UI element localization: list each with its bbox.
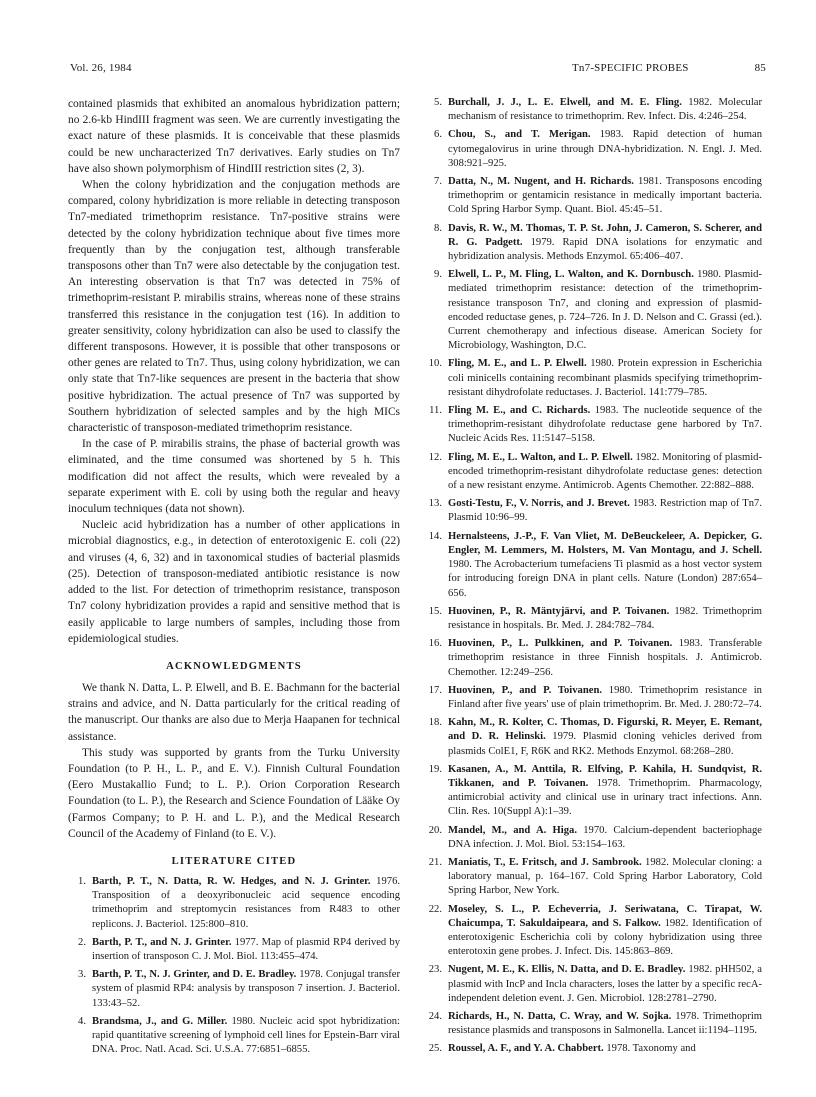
reference-text: 1978. Taxonomy and	[603, 1043, 696, 1055]
reference-text: 1982. Monitoring of plasmid-encoded trimethoprim-resistant dihydrofolate reductase genes: detection of a new resistant enzyme. Antimicrob. Agents Chemother. 22:882–888.	[448, 451, 763, 492]
reference-entry	[424, 128, 762, 171]
reference-number: 18.	[428, 717, 442, 729]
acknowledgments-paragraph: This study was supported by grants from the Turku University Foundation (to P. H., L. P., and E. V.). Finnish Cultural Foundation (Eero Mustakallio Fund; to L. P.). Orion Corporation Research Foundation (to L. P.), the Research and Science Foundation of Lääke Oy (Farmos Company; to P. H. and L. P.), and the Medical Research Council of the Academy of Finland (to E. V.).	[68, 746, 400, 840]
reference-text: 1970. Calcium-dependent bacteriophage DNA infection. J. Mol. Biol. 53:154–163.	[448, 824, 762, 850]
reference-text: 1982. pHH502, a plasmid with IncP and Incla characters, loses the latter by a specific recA-independent deletion event. J. Gen. Microbiol. 128:2781–2790.	[448, 964, 762, 1004]
body-paragraph: Nucleic acid hybridization has a number of other applications in microbial diagnostics, e.g., in detection of enterotoxigenic E. coli (22) and viruses (4, 6, 32) and in taxonomical studies of bacterial plasmids (25). Detection of transposon-mediated antibiotic resistance is now added to the list. For detection of trimethoprim resistance, transposon Tn7 colony hybridization provides a rapid and sensitive method that is easily applicable to large numbers of samples, including those from epidemiological studies.	[68, 519, 400, 645]
reference-authors: Gosti-Testu, F., V. Norris, and J. Brevet.	[448, 498, 630, 510]
reference-entry	[424, 903, 762, 960]
running-header	[70, 62, 766, 78]
reference-authors: Mandel, M., and A. Higa.	[448, 824, 577, 836]
reference-authors: Brandsma, J., and G. Miller.	[92, 1015, 228, 1027]
body-paragraph: contained plasmids that exhibited an anomalous hybridization pattern; no 2.6-kb HindIII fragment was seen. We are currently investigating the exact nature of these plasmids. It is conceivable that these plasmids could be new uncharacterized Tn7 derivatives. Early studies on Tn7 have also shown polymorphism of HindIII restriction sites (2, 3).	[68, 98, 400, 175]
reference-entry	[68, 936, 400, 964]
reference-text: 1982. Trimethoprim resistance in hospitals. Br. Med. J. 284:782–784.	[448, 605, 762, 631]
reference-entry	[424, 605, 762, 633]
reference-authors: Barth, P. T., N. Datta, R. W. Hedges, and N. J. Grinter.	[92, 875, 371, 887]
reference-entry	[424, 451, 762, 494]
reference-authors: Fling M. E., and C. Richards.	[448, 405, 591, 417]
reference-entry	[424, 96, 762, 124]
reference-entry	[424, 963, 762, 1006]
reference-entry	[424, 497, 762, 525]
reference-authors: Fling, M. E., L. Walton, and L. P. Elwell.	[448, 451, 633, 463]
reference-text: 1982. Molecular cloning: a laboratory manual, p. 164–167. Cold Spring Harbor Laboratory, Cold Spring Harbor, New York.	[448, 856, 763, 897]
reference-text: 1978. Trimethoprim resistance plasmids and transposons in Salmonella. Lancet ii:1194–1195.	[448, 1010, 762, 1037]
reference-entry	[424, 716, 762, 759]
reference-text: 1980. Trimethoprim resistance in Finland after five years' use of plain trimethoprim. Br. Med. J. 280:72–74.	[448, 684, 762, 710]
reference-number: 13.	[428, 498, 442, 510]
reference-text: 1983. The nucleotide sequence of the trimethoprim-resistant dihydrofolate reductase gene harbored by Tn7. Nucleic Acids Res. 11:5147–5158.	[448, 405, 762, 445]
reference-authors: Huovinen, P., R. Mäntyjärvi, and P. Toivanen.	[448, 605, 670, 617]
reference-number: 6.	[434, 129, 442, 141]
reference-authors: Fling, M. E., and L. P. Elwell.	[448, 358, 587, 370]
reference-entry	[424, 268, 762, 353]
reference-number: 4.	[78, 1015, 86, 1027]
journal-volume: Vol. 26, 1984	[70, 62, 132, 74]
reference-number: 15.	[428, 605, 442, 617]
reference-number: 12.	[428, 451, 442, 463]
reference-number: 24.	[428, 1010, 442, 1022]
reference-entry	[424, 1010, 762, 1038]
reference-number: 9.	[434, 269, 442, 281]
reference-authors: Barth, P. T., N. J. Grinter, and D. E. Bradley.	[92, 969, 297, 981]
reference-text: 1978. Conjugal transfer system of plasmid RP4: analysis by transposon 7 insertion. J. Bacteriol. 133:43–52.	[92, 969, 400, 1009]
reference-text: 1981. Transposons encoding trimethoprim or gentamicin resistance in medically important bacteria. Cold Spring Harbor Symp. Quant. Biol. 45:45–51.	[448, 176, 762, 216]
body-paragraph: In the case of P. mirabilis strains, the phase of bacterial growth was eliminated, and the time consumed was shortened by 5 h. This modification did not affect the results, which were revealed by a separate experiment with E. coli by using both the regular and heavy inoculum techniques (data not shown).	[68, 438, 400, 516]
reference-authors: Nugent, M. E., K. Ellis, N. Datta, and D. E. Bradley.	[448, 964, 686, 976]
left-column	[68, 96, 400, 1061]
reference-authors: Hernalsteens, J.-P., F. Van Vliet, M. DeBeuckeleer, A. Depicker, G. Engler, M. Lemmers, M. Holsters, M. Van Montagu, and J. Schell.	[448, 530, 762, 556]
literature-cited-heading: LITERATURE CITED	[171, 855, 297, 867]
reference-entry	[424, 1042, 762, 1056]
reference-number: 14.	[428, 530, 442, 542]
reference-entry	[424, 175, 762, 218]
reference-entry	[424, 637, 762, 680]
reference-number: 10.	[428, 358, 442, 370]
reference-list-left	[68, 875, 400, 1057]
right-column	[424, 96, 762, 1061]
reference-authors: Maniatis, T., E. Fritsch, and J. Sambrook.	[448, 856, 642, 868]
reference-text: 1978. Trimethoprim. Pharmacology, antimicrobial activity and clinical use in urinary tract infections. Ann. Clin. Res. 10(Suppl A):1–39.	[448, 777, 762, 818]
reference-list-right	[424, 96, 762, 1057]
reference-text: 1980. Nucleic acid spot hybridization: rapid quantitative screening of lymphoid cell lines for Epstein-Barr viral DNA. Proc. Natl. Acad. Sci. U.S.A. 77:6851–6855.	[92, 1015, 400, 1056]
reference-authors: Kasanen, A., M. Anttila, R. Elfving, P. Kahila, H. Sundqvist, R. Tikkanen, and P. Toivanen.	[448, 763, 762, 789]
running-title: Tn7-SPECIFIC PROBES	[572, 62, 689, 74]
reference-number: 1.	[78, 875, 86, 887]
reference-authors: Richards, H., N. Datta, C. Wray, and W. Sojka.	[448, 1010, 672, 1022]
reference-number: 11.	[429, 405, 442, 417]
reference-number: 5.	[434, 97, 442, 108]
reference-authors: Huovinen, P., L. Pulkkinen, and P. Toivanen.	[448, 638, 673, 650]
reference-entry	[424, 856, 762, 899]
reference-number: 25.	[428, 1043, 442, 1055]
reference-entry	[68, 875, 400, 932]
reference-authors: Barth, P. T., and N. J. Grinter.	[92, 936, 232, 948]
reference-entry	[424, 684, 762, 712]
reference-text: 1982. Identification of enterotoxigenic Escherichia coli by colony hybridization using three enterotoxin gene probes. J. Infect. Dis. 145:863–869.	[448, 917, 762, 958]
reference-authors: Moseley, S. L., P. Echeverria, J. Seriwatana, C. Tirapat, W. Chaicumpa, T. Sakuldaipeara, and S. Falkow.	[448, 903, 762, 929]
reference-text: 1976. Transposition of a deoxyribonucleic acid sequence encoding trimethoprim and streptomycin resistances from R483 to other replicons. J. Bacteriol. 125:800–810.	[92, 875, 401, 930]
reference-authors: Huovinen, P., and P. Toivanen.	[448, 684, 602, 696]
reference-entry	[424, 763, 762, 820]
reference-number: 19.	[428, 763, 442, 775]
acknowledgments-paragraph: We thank N. Datta, L. P. Elwell, and B. E. Bachmann for the bacterial strains and advice, and N. Datta particularly for the critical reading of the manuscript. Our thanks are also due to Merja Haapanen for technical assistance.	[68, 681, 400, 743]
reference-text: 1983. Rapid detection of human cytomegalovirus in urine through DNA-hybridization. N. Engl. J. Med. 308:921–925.	[448, 129, 762, 169]
reference-number: 3.	[78, 969, 86, 981]
body-paragraph: When the colony hybridization and the conjugation methods are compared, colony hybridization is more reliable in detecting transposon Tn7-mediated trimethoprim resistance. Tn7-positive strains were detected by the colony hybridization technique about five times more frequently than by the conjugation test, although transferable transposons other than Tn7 were also detectable by the conjugation test. An interesting observation is that Tn7 was detected in 75% of trimethoprim-resistant P. mirabilis strains, whereas none of these strains transferred this resistance in the conjugation test (16). In addition to greater sensitivity, colony hybridization can also be used to classify the different transposons. However, it is possible that other transposons or other genes are related to Tn7. Thus, using colony hybridization, we can only state that Tn7-like sequences are present in the bacteria that show positive hybridization. The actual presence of Tn7 was supported by Southern hybridization of selected samples and by the high MICs characteristic of transposon-mediated trimethoprim resistance.	[68, 179, 400, 435]
reference-text: 1983. Restriction map of Tn7. Plasmid 10:96–99.	[448, 498, 762, 524]
reference-entry	[424, 357, 762, 400]
reference-text: 1982. Molecular mechanism of resistance to trimethoprim. Rev. Infect. Dis. 4:246–254.	[448, 97, 762, 123]
reference-authors: Chou, S., and T. Merigan.	[448, 129, 591, 141]
reference-authors: Davis, R. W., M. Thomas, T. P. St. John, J. Cameron, S. Scherer, and R. G. Padgett.	[448, 222, 762, 248]
reference-number: 23.	[428, 964, 442, 976]
reference-text: 1979. Rapid DNA isolations for enzymatic and hybridization analysis. Methods Enzymol. 65:406–407.	[448, 236, 762, 263]
acknowledgments-heading: ACKNOWLEDGMENTS	[166, 660, 302, 672]
reference-number: 22.	[428, 903, 442, 915]
reference-authors: Burchall, J. J., L. E. Elwell, and M. E. Fling.	[448, 97, 682, 108]
reference-text: 1977. Map of plasmid RP4 derived by insertion of transposon C. J. Mol. Biol. 113:455–474.	[92, 936, 401, 962]
reference-text: 1980. Protein expression in Escherichia coli minicells containing recombinant plasmids specifying trimethoprim-resistant dihydrofolate reductases. J. Bacteriol. 141:779–785.	[448, 358, 763, 398]
reference-number: 16.	[428, 638, 442, 650]
reference-authors: Elwell, L. P., M. Fling, L. Walton, and K. Dornbusch.	[448, 269, 694, 281]
reference-number: 20.	[428, 824, 442, 836]
reference-number: 8.	[434, 222, 442, 234]
reference-entry	[424, 222, 762, 265]
reference-number: 17.	[428, 684, 442, 696]
reference-entry	[424, 530, 762, 601]
reference-entry	[424, 824, 762, 852]
page-number: 85	[754, 62, 766, 74]
reference-entry	[424, 404, 762, 447]
reference-authors: Kahn, M., R. Kolter, C. Thomas, D. Figurski, R. Meyer, E. Remant, and D. R. Helinski.	[448, 717, 762, 743]
reference-number: 2.	[78, 936, 86, 948]
reference-entry	[68, 968, 400, 1011]
reference-authors: Datta, N., M. Nugent, and H. Richards.	[448, 176, 634, 188]
reference-text: 1980. The Acrobacterium tumefaciens Ti plasmid as a host vector system for introducing foreign DNA in plant cells. Nature (London) 287:654–656.	[448, 559, 762, 599]
reference-number: 21.	[428, 856, 442, 868]
reference-text: 1979. Plasmid cloning vehicles derived from plasmids ColE1, F, R6K and RK2. Methods Enzymol. 68:268–280.	[448, 731, 762, 757]
reference-text: 1980. Plasmid-mediated trimethoprim resistance: detection of the trimethoprim-resistance transposon Tn7, and cloning and expression of plasmid-encoded reductase genes, p. 724–726. In J. D. Nelson and C. Grassi (ed.). Current chemotherapy and infectious disease. American Society for Microbiology, Washington, D.C.	[448, 269, 762, 352]
reference-entry	[68, 1015, 400, 1058]
reference-authors: Roussel, A. F., and Y. A. Chabbert.	[448, 1043, 604, 1055]
reference-number: 7.	[434, 176, 442, 188]
reference-text: 1983. Transferable trimethoprim resistance in three Finnish hospitals. J. Antimicrob. Chemother. 12:249–256.	[448, 638, 762, 678]
